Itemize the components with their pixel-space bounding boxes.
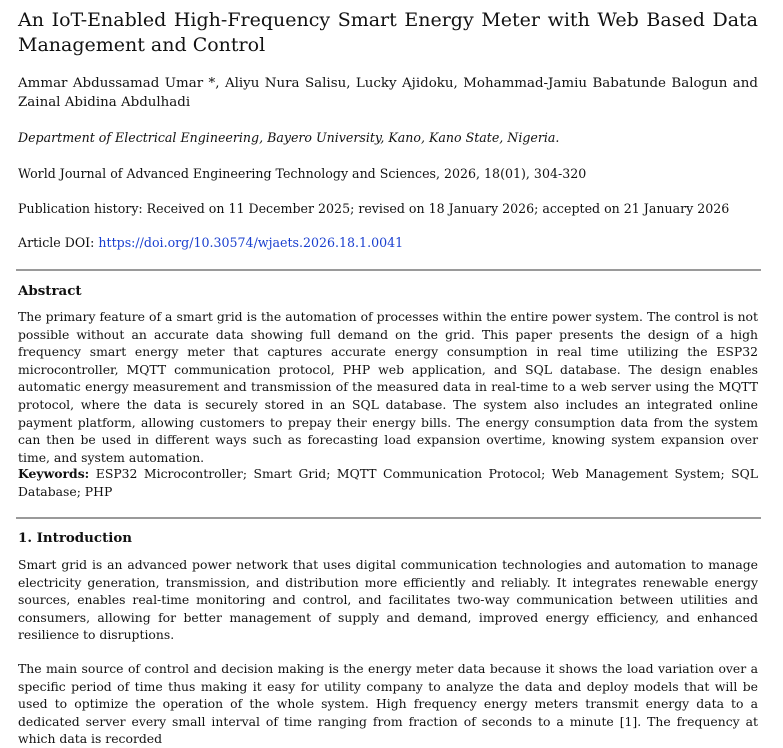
article-doi xyxy=(18,234,768,252)
doi-link[interactable]: https://doi.org/10.30574/wjaets.2026.18.1.0041 xyxy=(98,235,404,250)
affiliation: Department of Electrical Engineering, Bayero University, Kano, Kano State, Nigeria. xyxy=(18,130,560,145)
divider-top xyxy=(16,269,761,271)
author-list: Ammar Abdussamad Umar *, Aliyu Nura Salisu, Lucky Ajidoku, Mohammad-Jamiu Babatunde Balogun and Zainal Abidina Abdulhadi xyxy=(18,76,758,110)
keywords-label: Keywords: xyxy=(18,466,90,481)
divider-bottom xyxy=(16,517,761,519)
abstract-text: The primary feature of a smart grid is the automation of processes within the entire power system. The control is not possible without an accurate data showing full demand on the grid. This paper presents the design of a high frequency smart energy meter that captures accurate energy consumption in real time utilizing the ESP32 microcontroller, MQTT communication protocol, PHP web application, and SQL database. The design enables automatic energy measurement and transmission of the measured data in real-time to a web server using the MQTT protocol, where the data is securely stored in an SQL database. The system also includes an integrated online payment platform, allowing customers to prepay their energy bills. The energy consumption data from the system can then be used in different ways such as forecasting load expansion overtime, knowing system expansion over time, and system automation. xyxy=(18,309,758,465)
paper-title: An IoT-Enabled High-Frequency Smart Energy Meter with Web Based Data Management and Control xyxy=(18,9,758,56)
introduction-paragraph-1: Smart grid is an advanced power network that uses digital communication technologies and automation to manage electricity generation, transmission, and distribution more efficiently and reliably. It integrates renewable energy sources, enables real-time monitoring and control, and facilitates two-way communication between utilities and consumers, allowing for better management of supply and demand, improved energy efficiency, and enhanced resilience to disruptions. xyxy=(18,557,758,643)
introduction-heading: 1. Introduction xyxy=(18,530,133,546)
keywords xyxy=(18,465,758,500)
introduction-paragraph-2: The main source of control and decision making is the energy meter data because it shows the load variation over a specific period of time thus making it easy for utility company to analyze the data and deploy models that will be used to optimize the operation of the whole system. High frequency energy meters transmit energy data to a dedicated server every small interval of time ranging from fraction of seconds to a minute [1]. The frequency at which data is recorded xyxy=(18,661,758,747)
abstract-heading: Abstract xyxy=(18,283,82,299)
doi-label: Article DOI: xyxy=(18,235,95,250)
journal-citation: World Journal of Advanced Engineering Technology and Sciences, 2026, 18(01), 304-320 xyxy=(18,166,587,181)
keywords-text: ESP32 Microcontroller; Smart Grid; MQTT Communication Protocol; Web Management System; SQL Database; PHP xyxy=(18,466,758,499)
publication-history: Publication history: Received on 11 December 2025; revised on 18 January 2026; accepted on 21 January 2026 xyxy=(18,201,730,216)
